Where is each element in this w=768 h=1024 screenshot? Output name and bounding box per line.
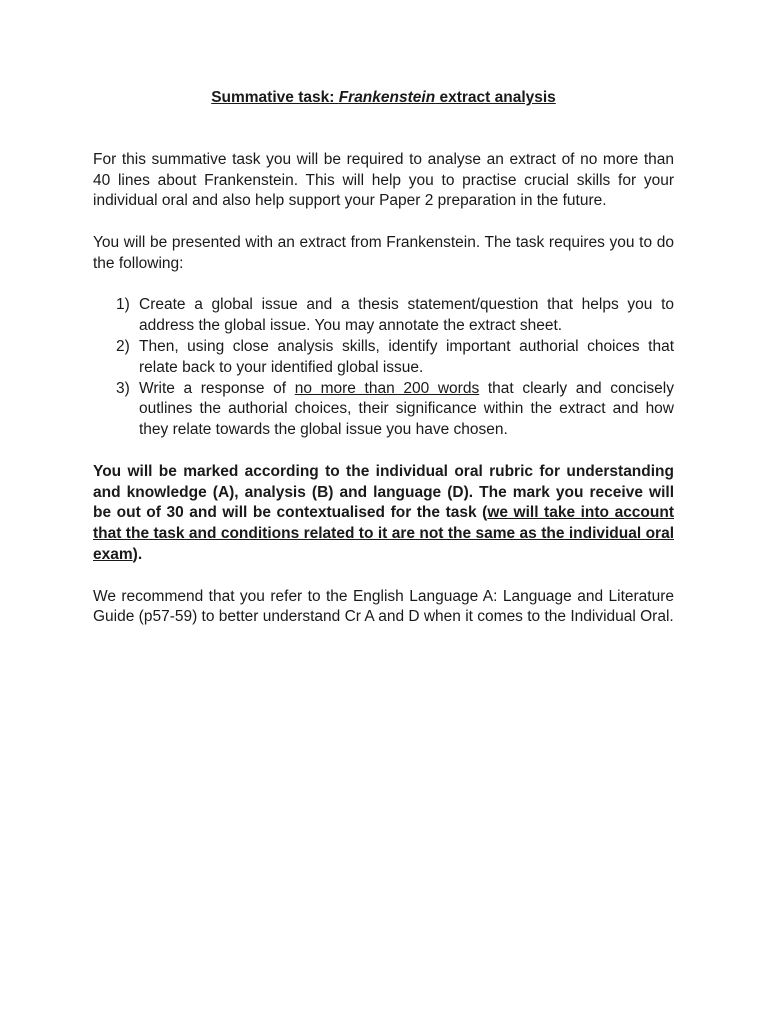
- word-limit-underlined: no more than 200 words: [294, 379, 480, 397]
- intro-paragraph: For this summative task you will be required to analyse an extract of no more than 40 lines about Frankenstein. This will help you to practise crucial skills for your individual oral and also help support your Paper 2 preparation in the future.: [93, 150, 674, 210]
- recommendation-paragraph: We recommend that you refer to the English Language A: Language and Literature Guide (p57-59) to better understand Cr A and D when it comes to the Individual Oral.: [93, 587, 674, 626]
- title-italic: Frankenstein: [338, 89, 436, 106]
- task-list: [93, 295, 674, 441]
- marking-paragraph: [93, 462, 674, 566]
- list-item-number: 2): [116, 337, 130, 355]
- list-item-text-post: that clearly and concisely outlines the authorial choices, their significance within the extract and how they relate towards the global issue you have chosen.: [139, 379, 674, 439]
- list-item-text-pre: Write a response of: [139, 379, 295, 397]
- title-prefix: Summative task:: [211, 89, 339, 106]
- list-item: [116, 337, 674, 379]
- list-item-text: Then, using close analysis skills, identify important authorial choices that relate back to your identified global issue.: [139, 337, 674, 376]
- marking-underlined-text: we will take into account that the task and conditions related to it are not the same as the individual oral exam: [93, 504, 674, 563]
- list-item: [116, 295, 674, 337]
- marking-text-end: ).: [132, 545, 143, 563]
- list-item-number: 1): [116, 296, 130, 314]
- page-title: [93, 88, 674, 109]
- list-item-text: Create a global issue and a thesis statement/question that helps you to address the global issue. You may annotate the extract sheet.: [139, 296, 674, 335]
- title-suffix: extract analysis: [435, 89, 556, 106]
- marking-text: You will be marked according to the individual oral rubric for understanding and knowledge (A), analysis (B) and language (D). The mark you receive will be out of 30 and will be contextualised for the task (: [93, 462, 674, 522]
- task-intro-paragraph: You will be presented with an extract from Frankenstein. The task requires you to do the following:: [93, 233, 674, 272]
- list-item: [116, 379, 674, 441]
- list-item-number: 3): [116, 379, 130, 397]
- document-body: [93, 88, 674, 649]
